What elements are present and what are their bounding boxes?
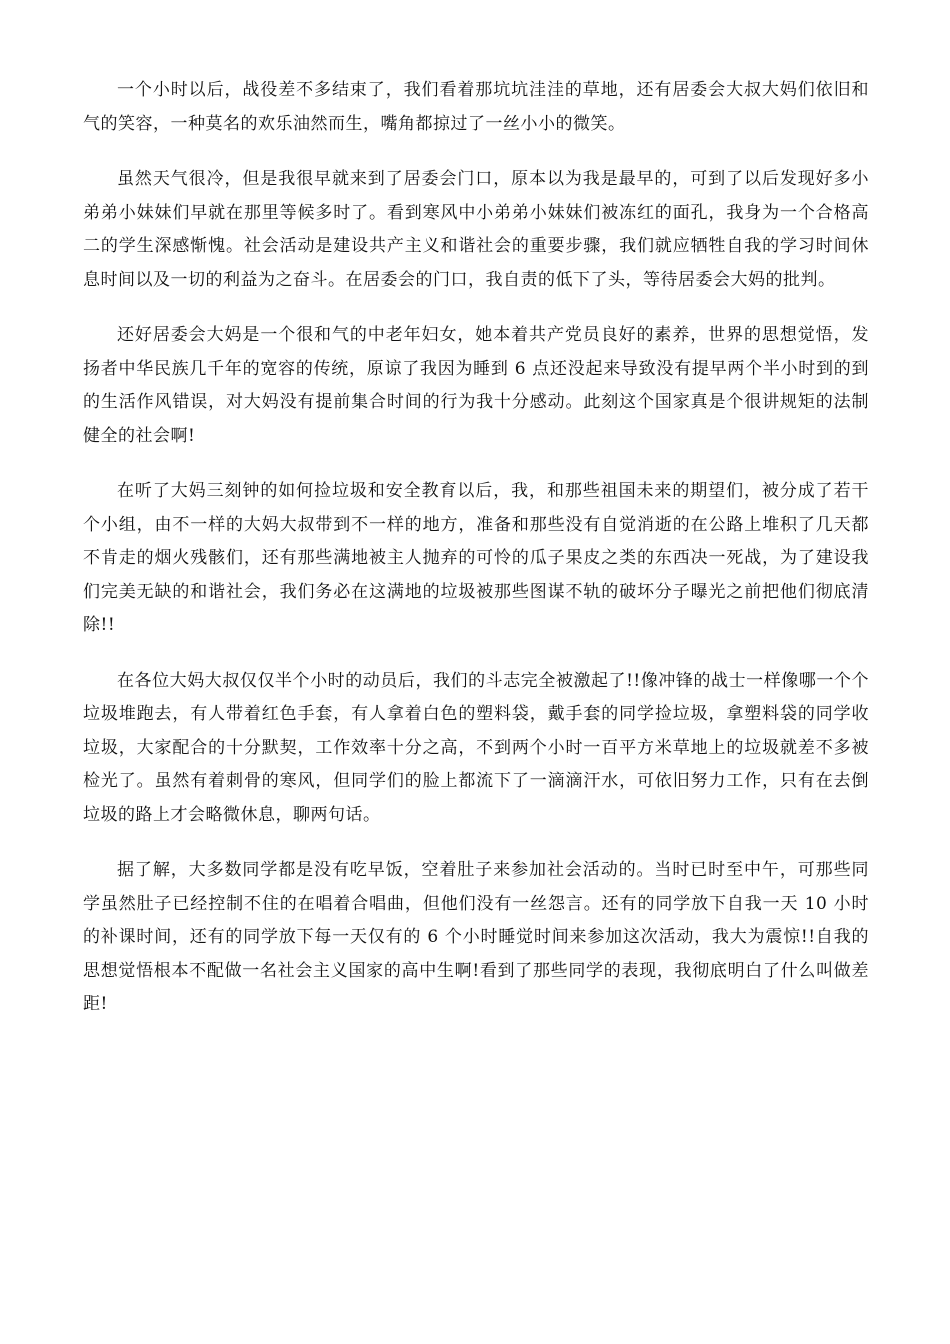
paragraph: 据了解，大多数同学都是没有吃早饭，空着肚子来参加社会活动的。当时已时至中午，可那些同学虽然肚子已经控制不住的在唱着合唱曲，但他们没有一丝怨言。还有的同学放下自我一天 10 小时的补课时间，还有的同学放下每一天仅有的 6 个小时睡觉时间来参加这次活动，我大为震惊!!自我的思想觉悟根本不配做一名社会主义国家的高中生啊!看到了那些同学的表现，我彻底明白了什么叫做差距! bbox=[83, 860, 869, 1014]
paragraph: 在听了大妈三刻钟的如何捡垃圾和安全教育以后，我，和那些祖国未来的期望们，被分成了若干个小组，由不一样的大妈大叔带到不一样的地方，准备和那些没有自觉消逝的在公路上堆积了几天都不肯走的烟火残骸们，还有那些满地被主人抛弃的可怜的瓜子果皮之类的东西决一死战，为了建设我们完美无缺的和谐社会，我们务必在这满地的垃圾被那些图谋不轨的破坏分子曝光之前把他们彻底清除!! bbox=[83, 481, 869, 635]
document-body bbox=[83, 74, 869, 1044]
paragraph: 虽然天气很冷，但是我很早就来到了居委会门口，原本以为我是最早的，可到了以后发现好多小弟弟小妹妹们早就在那里等候多时了。看到寒风中小弟弟小妹妹们被冻红的面孔，我身为一个合格高二的学生深感惭愧。社会活动是建设共产主义和谐社会的重要步骤，我们就应牺牲自我的学习时间休息时间以及一切的利益为之奋斗。在居委会的门口，我自责的低下了头，等待居委会大妈的批判。 bbox=[83, 169, 869, 290]
paragraph: 一个小时以后，战役差不多结束了，我们看着那坑坑洼洼的草地，还有居委会大叔大妈们依旧和气的笑容，一种莫名的欢乐油然而生，嘴角都掠过了一丝小小的微笑。 bbox=[83, 80, 869, 134]
paragraph: 还好居委会大妈是一个很和气的中老年妇女，她本着共产党员良好的素养，世界的思想觉悟，发扬者中华民族几千年的宽容的传统，原谅了我因为睡到 6 点还没起来导致没有提早两个半小时到的到的生活作风错误，对大妈没有提前集合时间的行为我十分感动。此刻这个国家真是个很讲规矩的法制健全的社会啊! bbox=[83, 325, 869, 446]
paragraph: 在各位大妈大叔仅仅半个小时的动员后，我们的斗志完全被激起了!!像冲锋的战士一样像哪一个个垃圾堆跑去，有人带着红色手套，有人拿着白色的塑料袋，戴手套的同学捡垃圾，拿塑料袋的同学收垃圾，大家配合的十分默契，工作效率十分之高，不到两个小时一百平方米草地上的垃圾就差不多被检光了。虽然有着刺骨的寒风，但同学们的脸上都流下了一滴滴汗水，可依旧努力工作，只有在去倒垃圾的路上才会略微休息，聊两句话。 bbox=[83, 670, 869, 825]
